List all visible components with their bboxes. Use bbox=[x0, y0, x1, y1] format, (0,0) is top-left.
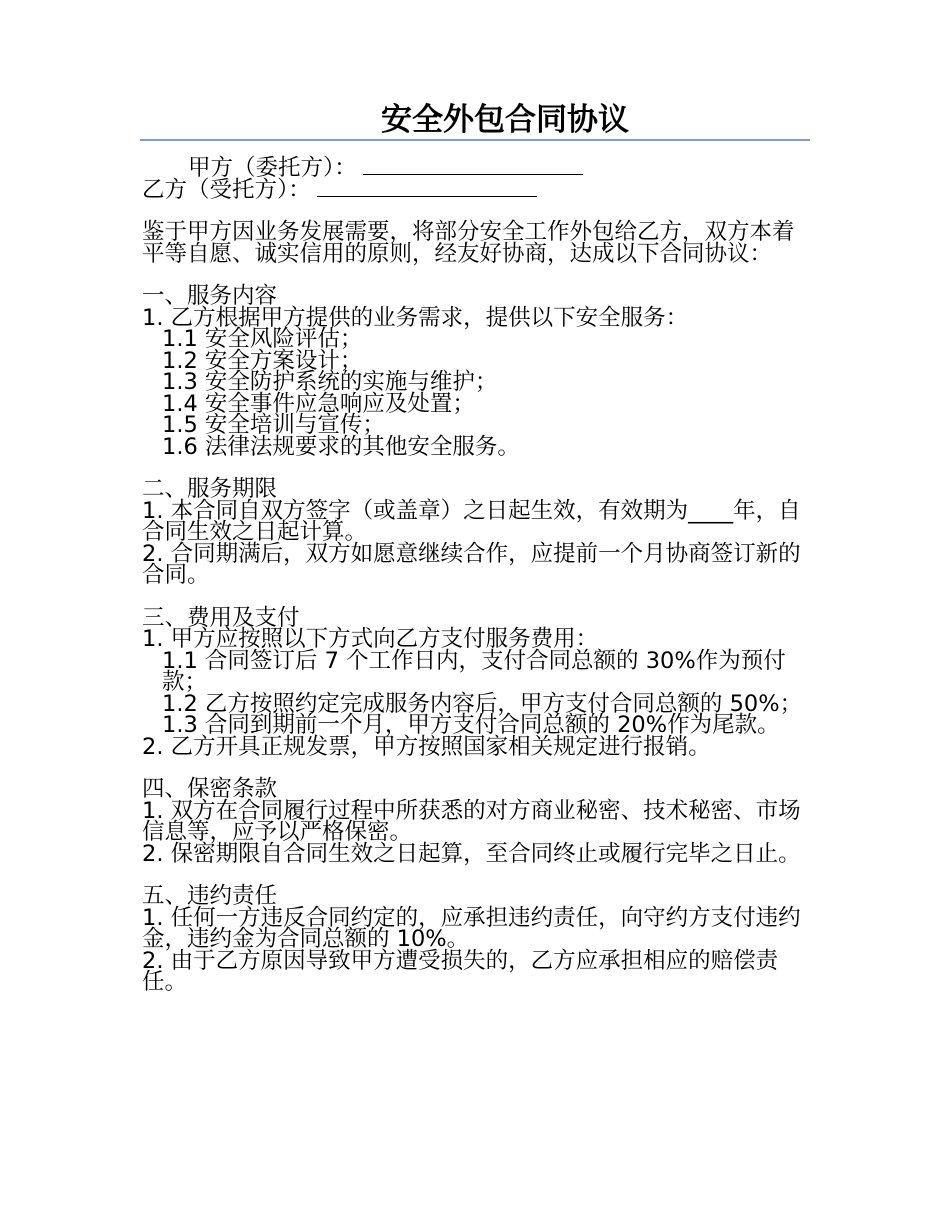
section-heading: 一、服务内容 bbox=[142, 283, 278, 309]
clause-line: 1. 双方在合同履行过程中所获悉的对方商业秘密、技术秘密、市场信息等，应予以严格保密。 bbox=[142, 797, 801, 845]
clause-line: 1. 任何一方违反合同约定的，应承担违约责任，向守约方支付违约金，违约金为合同总额的 10%。 bbox=[142, 904, 801, 952]
contract-sections bbox=[142, 265, 810, 994]
section-heading: 四、保密条款 bbox=[142, 776, 278, 802]
clause-line: 1.4 安全事件应急响应及处置； bbox=[162, 390, 475, 417]
clause-line: 1.1 合同签订后 7 个工作日内，支付合同总额的 30%作为预付款； bbox=[162, 647, 786, 695]
preamble: 鉴于甲方因业务发展需要，将部分安全工作外包给乙方，双方本着平等自愿、诚实信用的原则，经友好协商，达成以下合同协议： bbox=[142, 219, 795, 267]
clause-line: 1.1 安全风险评估； bbox=[162, 326, 363, 352]
clause-line: 1.3 安全防护系统的实施与维护； bbox=[162, 369, 498, 395]
section-heading: 二、服务期限 bbox=[142, 476, 278, 502]
clause-line: 2. 合同期满后，双方如愿意继续合作，应提前一个月协商签订新的合同。 bbox=[142, 540, 801, 588]
party-b-line bbox=[142, 176, 810, 203]
clause-line: 1. 甲方应按照以下方式向乙方支付服务费用： bbox=[142, 626, 599, 652]
contract-section bbox=[142, 604, 810, 760]
section-heading: 五、违约责任 bbox=[142, 883, 278, 909]
clause-line: 2. 由于乙方原因导致甲方遭受损失的，乙方应承担相应的赔偿责任。 bbox=[142, 947, 779, 995]
clause-line: 2. 乙方开具正规发票，甲方按照国家相关规定进行报销。 bbox=[142, 733, 711, 760]
party-a-blank bbox=[363, 160, 583, 175]
contract-section bbox=[142, 883, 810, 995]
clause-line: 1. 乙方根据甲方提供的业务需求，提供以下安全服务： bbox=[142, 304, 689, 331]
party-b-blank bbox=[317, 182, 537, 197]
clause-line: 1.2 安全方案设计； bbox=[162, 347, 363, 374]
section-heading: 三、费用及支付 bbox=[142, 604, 300, 631]
clause-line: 2. 保密期限自合同生效之日起算，至合同终止或履行完毕之日止。 bbox=[142, 840, 801, 867]
contract-section bbox=[142, 776, 810, 867]
title-underline bbox=[140, 139, 810, 141]
clause-line: 1.5 安全培训与宣传； bbox=[162, 412, 385, 438]
party-a-label: 甲方（委托方）： bbox=[188, 155, 357, 181]
party-b-label: 乙方（受托方）： bbox=[142, 176, 311, 203]
document-title: 安全外包合同协议 bbox=[381, 102, 629, 138]
clause-line: 1.2 乙方按照约定完成服务内容后，甲方支付合同总额的 50%； bbox=[162, 690, 803, 717]
clause-line: 1.3 合同到期前一个月，甲方支付合同总额的 20%作为尾款。 bbox=[162, 712, 780, 738]
contract-section bbox=[142, 476, 810, 588]
contract-section bbox=[142, 283, 810, 460]
document-body bbox=[142, 155, 810, 995]
clause-line: 1.6 法律法规要求的其他安全服务。 bbox=[162, 433, 520, 460]
clause-line: 1. 本合同自双方签字（或盖章）之日起生效，有效期为____年，自合同生效之日起计算。 bbox=[142, 497, 801, 545]
